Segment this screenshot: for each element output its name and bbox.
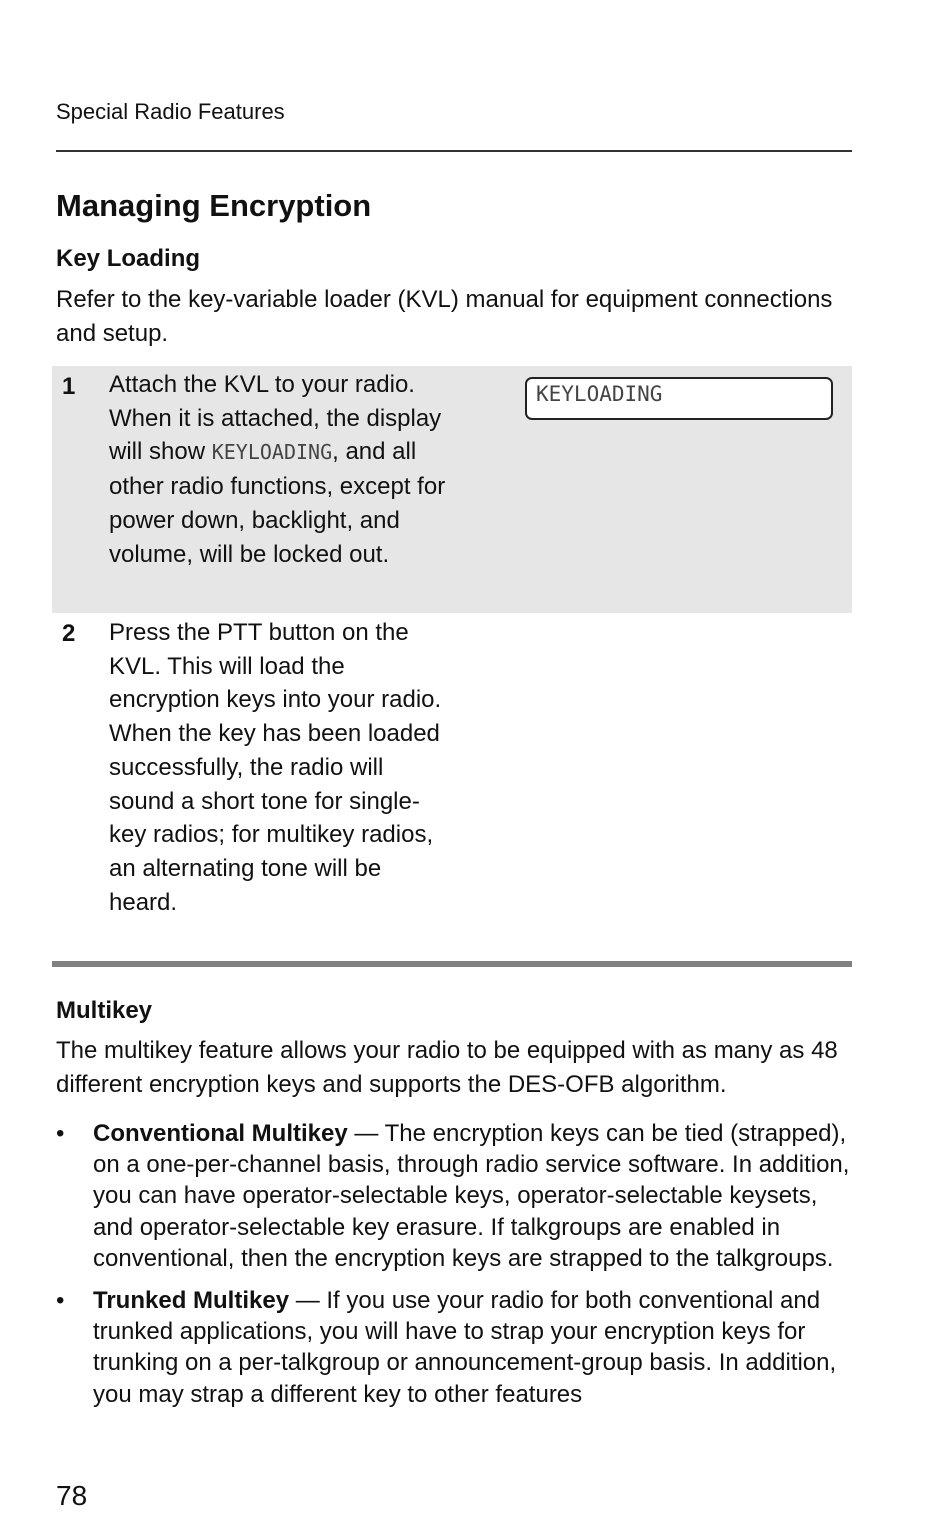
bullet-icon: • xyxy=(56,1287,65,1315)
page-number: 78 xyxy=(56,1480,88,1511)
key-loading-heading: Key Loading xyxy=(56,245,201,272)
step-text-before: Attach the KVL to your radio. When it is attached, the display will show xyxy=(109,371,442,466)
bullet-term: Trunked Multikey xyxy=(93,1287,290,1315)
step-text-after: , and all other radio functions, except for power down, backlight, and volume, will be locked out. xyxy=(109,438,446,568)
step-text: Press the PTT button on the KVL. This will load the encryption keys into your radio. When the key has been loaded successfully, the radio will sound a short tone for single-key radios; for multikey radios, an alternating tone will be heard. xyxy=(109,619,442,916)
bullet-term: Conventional Multikey xyxy=(93,1120,348,1147)
step-number: 2 xyxy=(62,620,76,647)
page-title: Managing Encryption xyxy=(56,188,372,223)
list-item xyxy=(56,1118,856,1274)
bullet-text: — If you use your radio for both conventional and trunked applications, you will have to strap your encryption keys for trunking on a per-talkgroup or announcement-group basis. In addition, you may strap a different key to other features xyxy=(93,1287,837,1408)
table-bottom-divider xyxy=(52,961,852,967)
list-item xyxy=(56,1285,856,1410)
bullet-icon: • xyxy=(56,1120,65,1147)
key-loading-intro: Refer to the key-variable loader (KVL) manual for equipment connections and setup. xyxy=(56,286,833,347)
step-row-1 xyxy=(52,366,852,613)
radio-display-illustration: KEYLOADING xyxy=(525,377,833,420)
steps-table xyxy=(52,366,852,959)
step-row-2 xyxy=(52,613,852,959)
multikey-intro: The multikey feature allows your radio to be equipped with as many as 48 different encryption keys and supports the DES-OFB algorithm. xyxy=(56,1037,838,1098)
multikey-bullet-list xyxy=(56,1118,856,1421)
step-number: 1 xyxy=(62,373,76,400)
header-divider xyxy=(56,150,852,152)
inline-display-text: KEYLOADING xyxy=(211,440,333,465)
multikey-heading: Multikey xyxy=(56,997,153,1024)
step-text xyxy=(109,368,454,571)
bullet-text: — The encryption keys can be tied (strapped), on a one-per-channel basis, through radio service software. In addition, you can have operator-selectable keys, operator-selectable keysets, and operator-selectable key erasure. If talkgroups are enabled in conventional, then the encryption keys are strapped to the talkgroups. xyxy=(93,1120,850,1272)
running-head: Special Radio Features xyxy=(56,99,285,124)
